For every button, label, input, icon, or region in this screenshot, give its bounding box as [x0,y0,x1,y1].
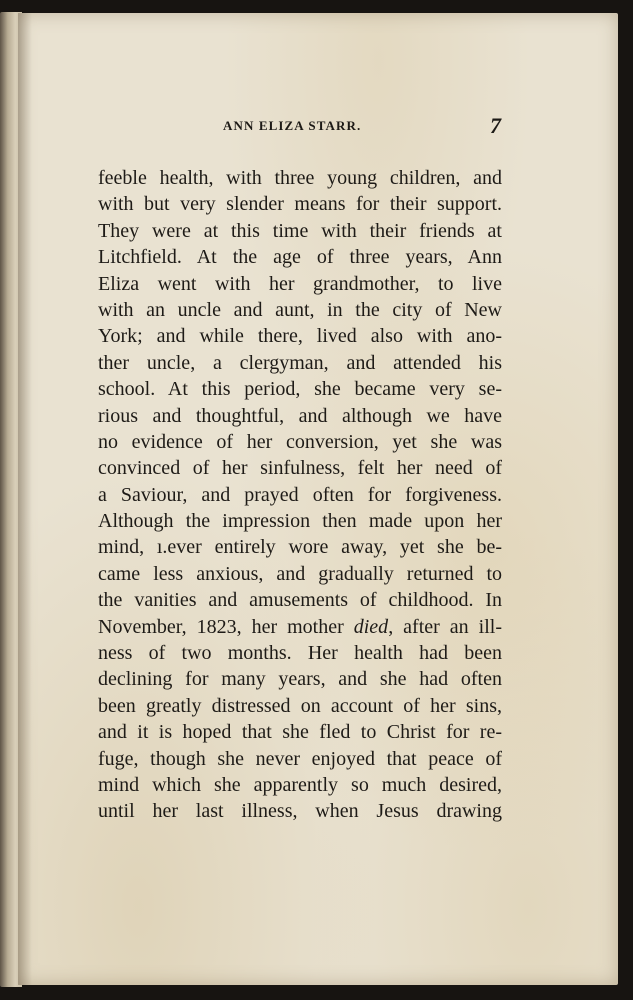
text-line [98,614,502,640]
text-line: a Saviour, and prayed often for forgiveness. [98,483,502,506]
text-line: been greatly distressed on account of her sins, [98,694,502,717]
line-segment: November, 1823, her mother [98,615,354,638]
line-segment: , after an ill- [388,615,502,638]
gutter-shadow [18,13,32,985]
text-line: and it is hoped that she fled to Christ for re- [98,721,502,744]
running-head [18,113,618,146]
text-line: declining for many years, and she had often [98,668,502,691]
text-line: with but very slender means for their support. [98,193,502,216]
book-page [18,13,618,985]
text-line: Litchfield. At the age of three years, Ann [98,246,502,269]
text-line: ness of two months. Her health had been [98,642,502,665]
emphasized-word: died [353,615,389,638]
text-line: came less anxious, and gradually returned to [98,562,502,585]
text-line: school. At this period, she became very se- [98,378,502,401]
text-line: no evidence of her conversion, yet she was [98,430,502,453]
text-line: York; and while there, lived also with ano- [98,325,502,348]
text-line: mind which she apparently so much desired, [98,773,502,796]
page-number: 7 [490,113,501,138]
text-line: fuge, though she never enjoyed that peace of [98,747,502,770]
running-title: ANN ELIZA STARR. [223,118,362,133]
text-line: They were at this time with their friends at [98,219,502,242]
body-text [98,165,502,825]
text-line: feeble health, with three young children, and [98,167,502,189]
text-line: convinced of her sinfulness, felt her need of [98,457,502,480]
text-line: Eliza went with her grandmother, to live [98,272,502,295]
text-line: Although the impression then made upon her [98,510,502,533]
text-line: ther uncle, a clergyman, and attended his [98,351,502,374]
text-line: rious and thoughtful, and although we have [98,404,502,427]
text-line: until her last illness, when Jesus drawing [98,800,502,823]
text-line: with an uncle and aunt, in the city of New [98,298,502,321]
text-line: mind, ı.ever entirely wore away, yet she be- [98,536,502,559]
text-line: the vanities and amusements of childhood. In [98,589,502,612]
